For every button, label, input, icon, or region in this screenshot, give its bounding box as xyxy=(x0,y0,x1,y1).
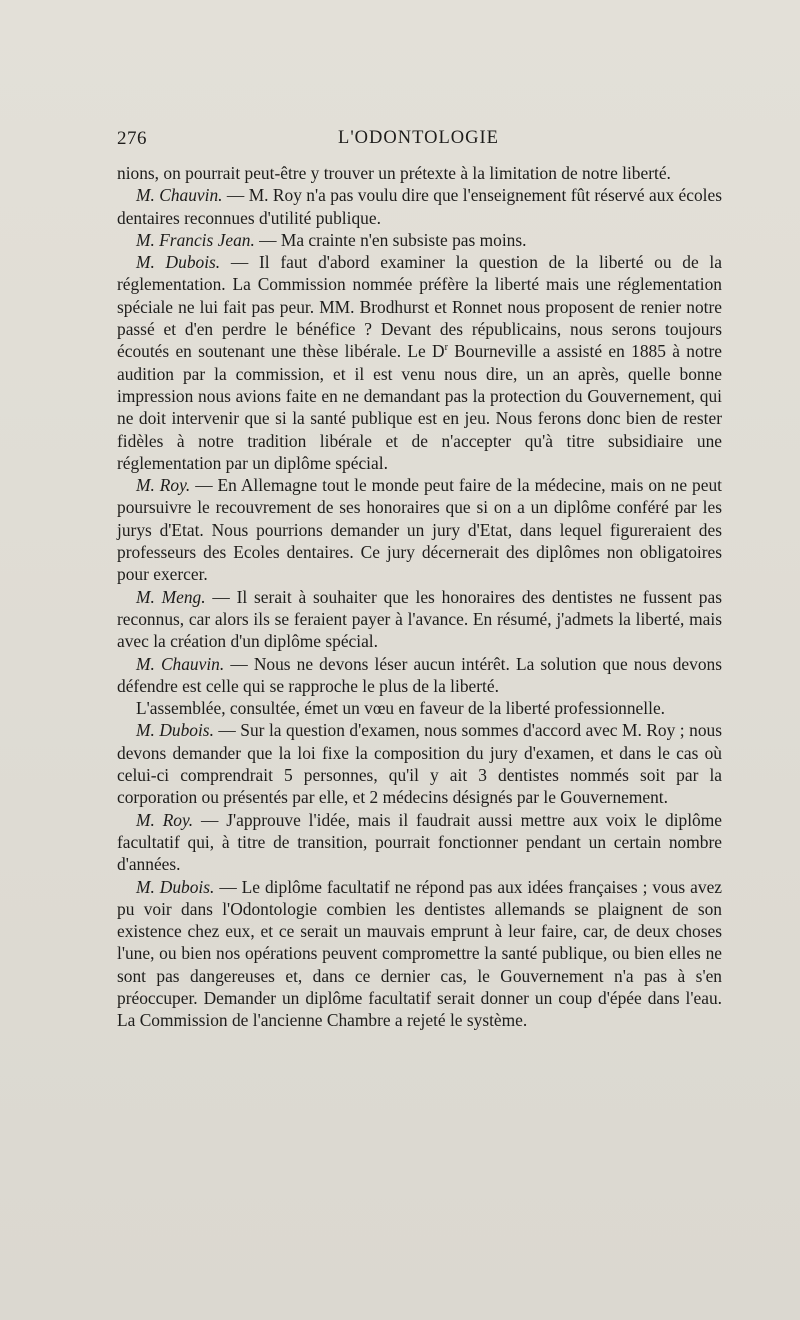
paragraph-text: — Ma crainte n'en subsiste pas moins. xyxy=(254,229,527,250)
paragraph-text: — Il serait à souhaiter que les honoraires des dentistes ne fussent pas reconnus, car alors ils se feraient payer à l'avance. En résumé, j'admets la liberté, mais avec la création d'un diplôme spécial. xyxy=(117,586,722,652)
body-text xyxy=(117,162,722,1032)
paragraph-roy-2 xyxy=(117,809,722,876)
page-number: 276 xyxy=(117,128,147,149)
paragraph-dubois-2 xyxy=(117,719,722,808)
paragraph-text: L'assemblée, consultée, émet un vœu en faveur de la liberté professionnelle. xyxy=(136,698,666,719)
paragraph-assembly-vote xyxy=(117,697,722,719)
superscript-r: r xyxy=(444,342,448,354)
speaker-name: M. Dubois. xyxy=(136,876,215,897)
paragraph-chauvin-1 xyxy=(117,184,722,229)
paragraph-meng xyxy=(117,586,722,653)
page-header xyxy=(117,128,720,158)
paragraph-francis-jean xyxy=(117,229,722,251)
paragraph-chauvin-2 xyxy=(117,653,722,698)
paragraph-text: — Le diplôme facultatif ne répond pas aux idées françaises ; vous avez pu voir dans l'Odontologie combien les dentistes allemands se plaignent de son existence chez eux, et ce serait un mauvais emprunt à leur faire, car, de deux choses l'une, ou bien nos opérations peuvent compromettre la santé publique, ou bien elles ne sont pas dangereuses et, dans ce dernier cas, le Gouvernement n'a pas à s'en préoccuper. Demander un diplôme facultatif serait donner un coup d'épée dans l'eau. La Commission de l'ancienne Chambre a rejeté le système. xyxy=(117,876,723,1031)
paragraph-dubois-3 xyxy=(117,876,722,1032)
speaker-name: M. Francis Jean. xyxy=(136,229,255,250)
paragraph-text: nions, on pourrait peut-être y trouver un prétexte à la limitation de notre liberté. xyxy=(117,163,671,183)
paragraph-text: — Sur la question d'examen, nous sommes d'accord avec M. Roy ; nous devons demander que la loi fixe la composition du jury d'examen, et dans le cas où celui-ci comprendrait 5 personnes, qu'il y ait 3 dentistes nommés soit par la corporation ou présentés par elle, et 2 médecins désignés par le Gouvernement. xyxy=(117,720,722,808)
paragraph-continuation xyxy=(117,162,722,184)
speaker-name: M. Chauvin. xyxy=(136,185,223,206)
paragraph-text: — En Allemagne tout le monde peut faire de la médecine, mais on ne peut poursuivre le recouvrement de ses honoraires que si on a un diplôme conféré par les jurys d'Etat. Nous pourrions demander un jury d'Etat, dans lequel figureraient des professeurs des Ecoles dentaires. Ce jury décernerait des diplômes non obligatoires pour exercer. xyxy=(117,475,722,585)
speaker-name: M. Meng. xyxy=(136,586,206,607)
paragraph-text: — Nous ne devons léser aucun intérêt. La solution que nous devons défendre est celle qui se rapproche le plus de la liberté. xyxy=(117,653,722,696)
paragraph-dubois-1 xyxy=(117,251,722,474)
paragraph-text: — J'approuve l'idée, mais il faudrait aussi mettre aux voix le diplôme facultatif qui, à titre de transition, pourrait fonctionner pendant un certain nombre d'années. xyxy=(117,809,722,875)
running-title: L'ODONTOLOGIE xyxy=(338,128,499,148)
speaker-name: M. Roy. xyxy=(136,475,191,496)
paragraph-roy-1 xyxy=(117,474,722,585)
speaker-name: M. Dubois. xyxy=(136,252,221,273)
paragraph-text: — Il faut d'abord examiner la question de la liberté ou de la réglementation. La Commission nommée préfère la liberté mais une réglementation spéciale ne lui fait pas peur. MM. Brodhurst et Ronnet nous proposent de renier notre passé et d'en perdre le bénéfice ? Devant des républicains, nous serons toujours écoutés en soutenant une thèse libérale. Le D xyxy=(117,252,722,362)
paragraph-text: — M. Roy n'a pas voulu dire que l'enseignement fût réservé aux écoles dentaires reconnues d'utilité publique. xyxy=(117,185,722,228)
paragraph-text-continued: Bourneville a assisté en 1885 à notre audition par la commission, et il est venu nous dire, un an après, quelle bonne impression nous avions faite en ne demandant pas la protection du Gouvernement, qui ne doit intervenir que si la santé publique est en jeu. Nous ferons donc bien de rester fidèles à notre tradition libérale et de n'accepter qu'à titre subsidiaire une réglementation par un diplôme spécial. xyxy=(117,341,722,473)
speaker-name: M. Chauvin. xyxy=(136,653,225,674)
speaker-name: M. Roy. xyxy=(136,809,194,830)
speaker-name: M. Dubois. xyxy=(136,720,214,741)
